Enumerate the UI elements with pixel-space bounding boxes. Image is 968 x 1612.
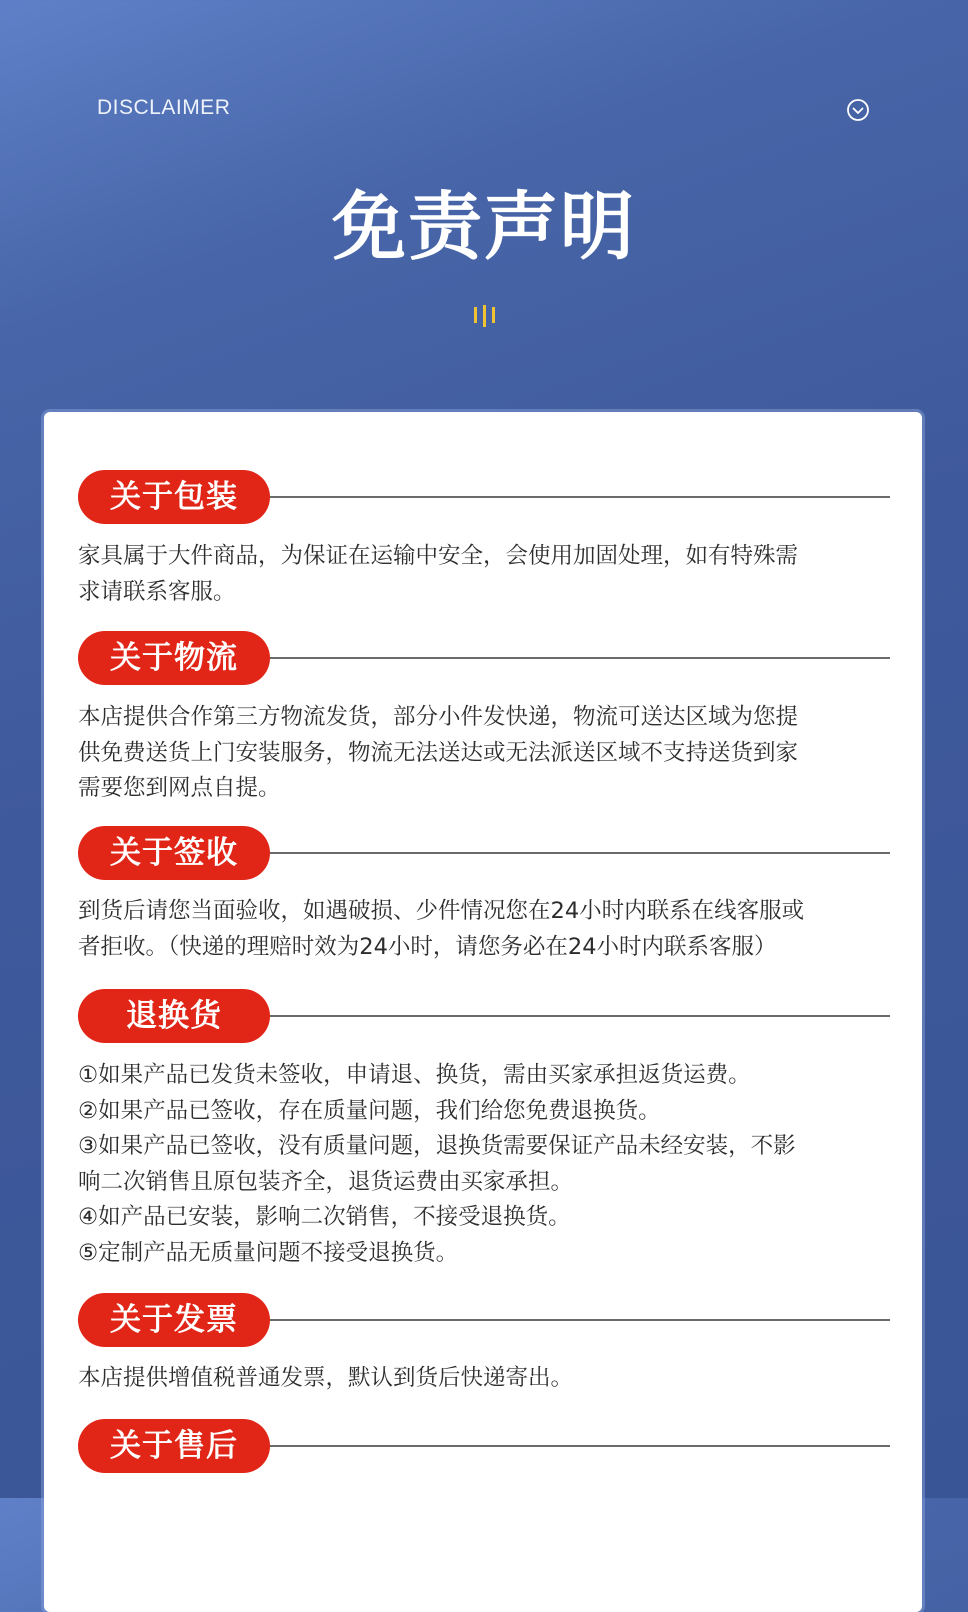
text-line: 求请联系客服。 bbox=[78, 578, 236, 605]
section-receipt-text bbox=[78, 894, 898, 965]
section-heading-pill: 关于包装 bbox=[78, 470, 270, 524]
section-packaging-text bbox=[78, 539, 898, 610]
text-line: 家具属于大件商品，为保证在运输中安全，会使用加固处理，如有特殊需 bbox=[78, 543, 799, 569]
section-returns-text bbox=[78, 1058, 898, 1271]
section-logistics-text bbox=[78, 700, 898, 807]
section-divider-line bbox=[270, 852, 890, 854]
text-line: 本店提供增值税普通发票，默认到货后快递寄出。 bbox=[78, 1365, 574, 1391]
page-title: 免责声明 bbox=[332, 184, 636, 270]
section-divider-line bbox=[270, 1319, 890, 1321]
text-line: ①如果产品已发货未签收，申请退、换货，需由买家承担返货运费。 bbox=[78, 1062, 751, 1088]
disclaimer-subtitle: DISCLAIMER bbox=[97, 96, 231, 119]
section-heading-pill: 关于售后 bbox=[78, 1419, 270, 1473]
text-line: 到货后请您当面验收，如遇破损、少件情况您在24小时内联系在线客服或 bbox=[78, 898, 805, 924]
text-line: 本店提供合作第三方物流发货，部分小件发快递，物流可送达区域为您提 bbox=[78, 704, 799, 730]
section-divider-line bbox=[270, 657, 890, 659]
text-line: 需要您到网点自提。 bbox=[78, 775, 281, 801]
section-heading-pill: 退换货 bbox=[78, 989, 270, 1043]
section-divider-line bbox=[270, 496, 890, 498]
section-heading-pill: 关于发票 bbox=[78, 1293, 270, 1347]
text-line: ⑤定制产品无质量问题不接受退换货。 bbox=[78, 1239, 459, 1266]
text-line: ②如果产品已签收，存在质量问题，我们给您免费退换货。 bbox=[78, 1097, 661, 1124]
triple-bar-divider-icon bbox=[473, 304, 497, 328]
section-heading-pill: 关于签收 bbox=[78, 826, 270, 880]
section-divider-line bbox=[270, 1445, 890, 1447]
text-line: 响二次销售且原包装齐全，退货运费由买家承担。 bbox=[78, 1168, 574, 1195]
section-invoice-text bbox=[78, 1361, 898, 1397]
chevron-down-circle-icon[interactable] bbox=[846, 98, 870, 122]
section-heading-pill: 关于物流 bbox=[78, 631, 270, 685]
text-line: 供免费送货上门安装服务，物流无法送达或无法派送区域不支持送货到家 bbox=[78, 739, 799, 766]
text-line: ④如产品已安装，影响二次销售，不接受退换货。 bbox=[78, 1204, 571, 1230]
text-line: ③如果产品已签收，没有质量问题，退换货需要保证产品未经安装，不影 bbox=[78, 1133, 796, 1159]
text-line: 者拒收。（快递的理赔时效为24小时，请您务必在24小时内联系客服） bbox=[78, 933, 777, 960]
section-divider-line bbox=[270, 1015, 890, 1017]
